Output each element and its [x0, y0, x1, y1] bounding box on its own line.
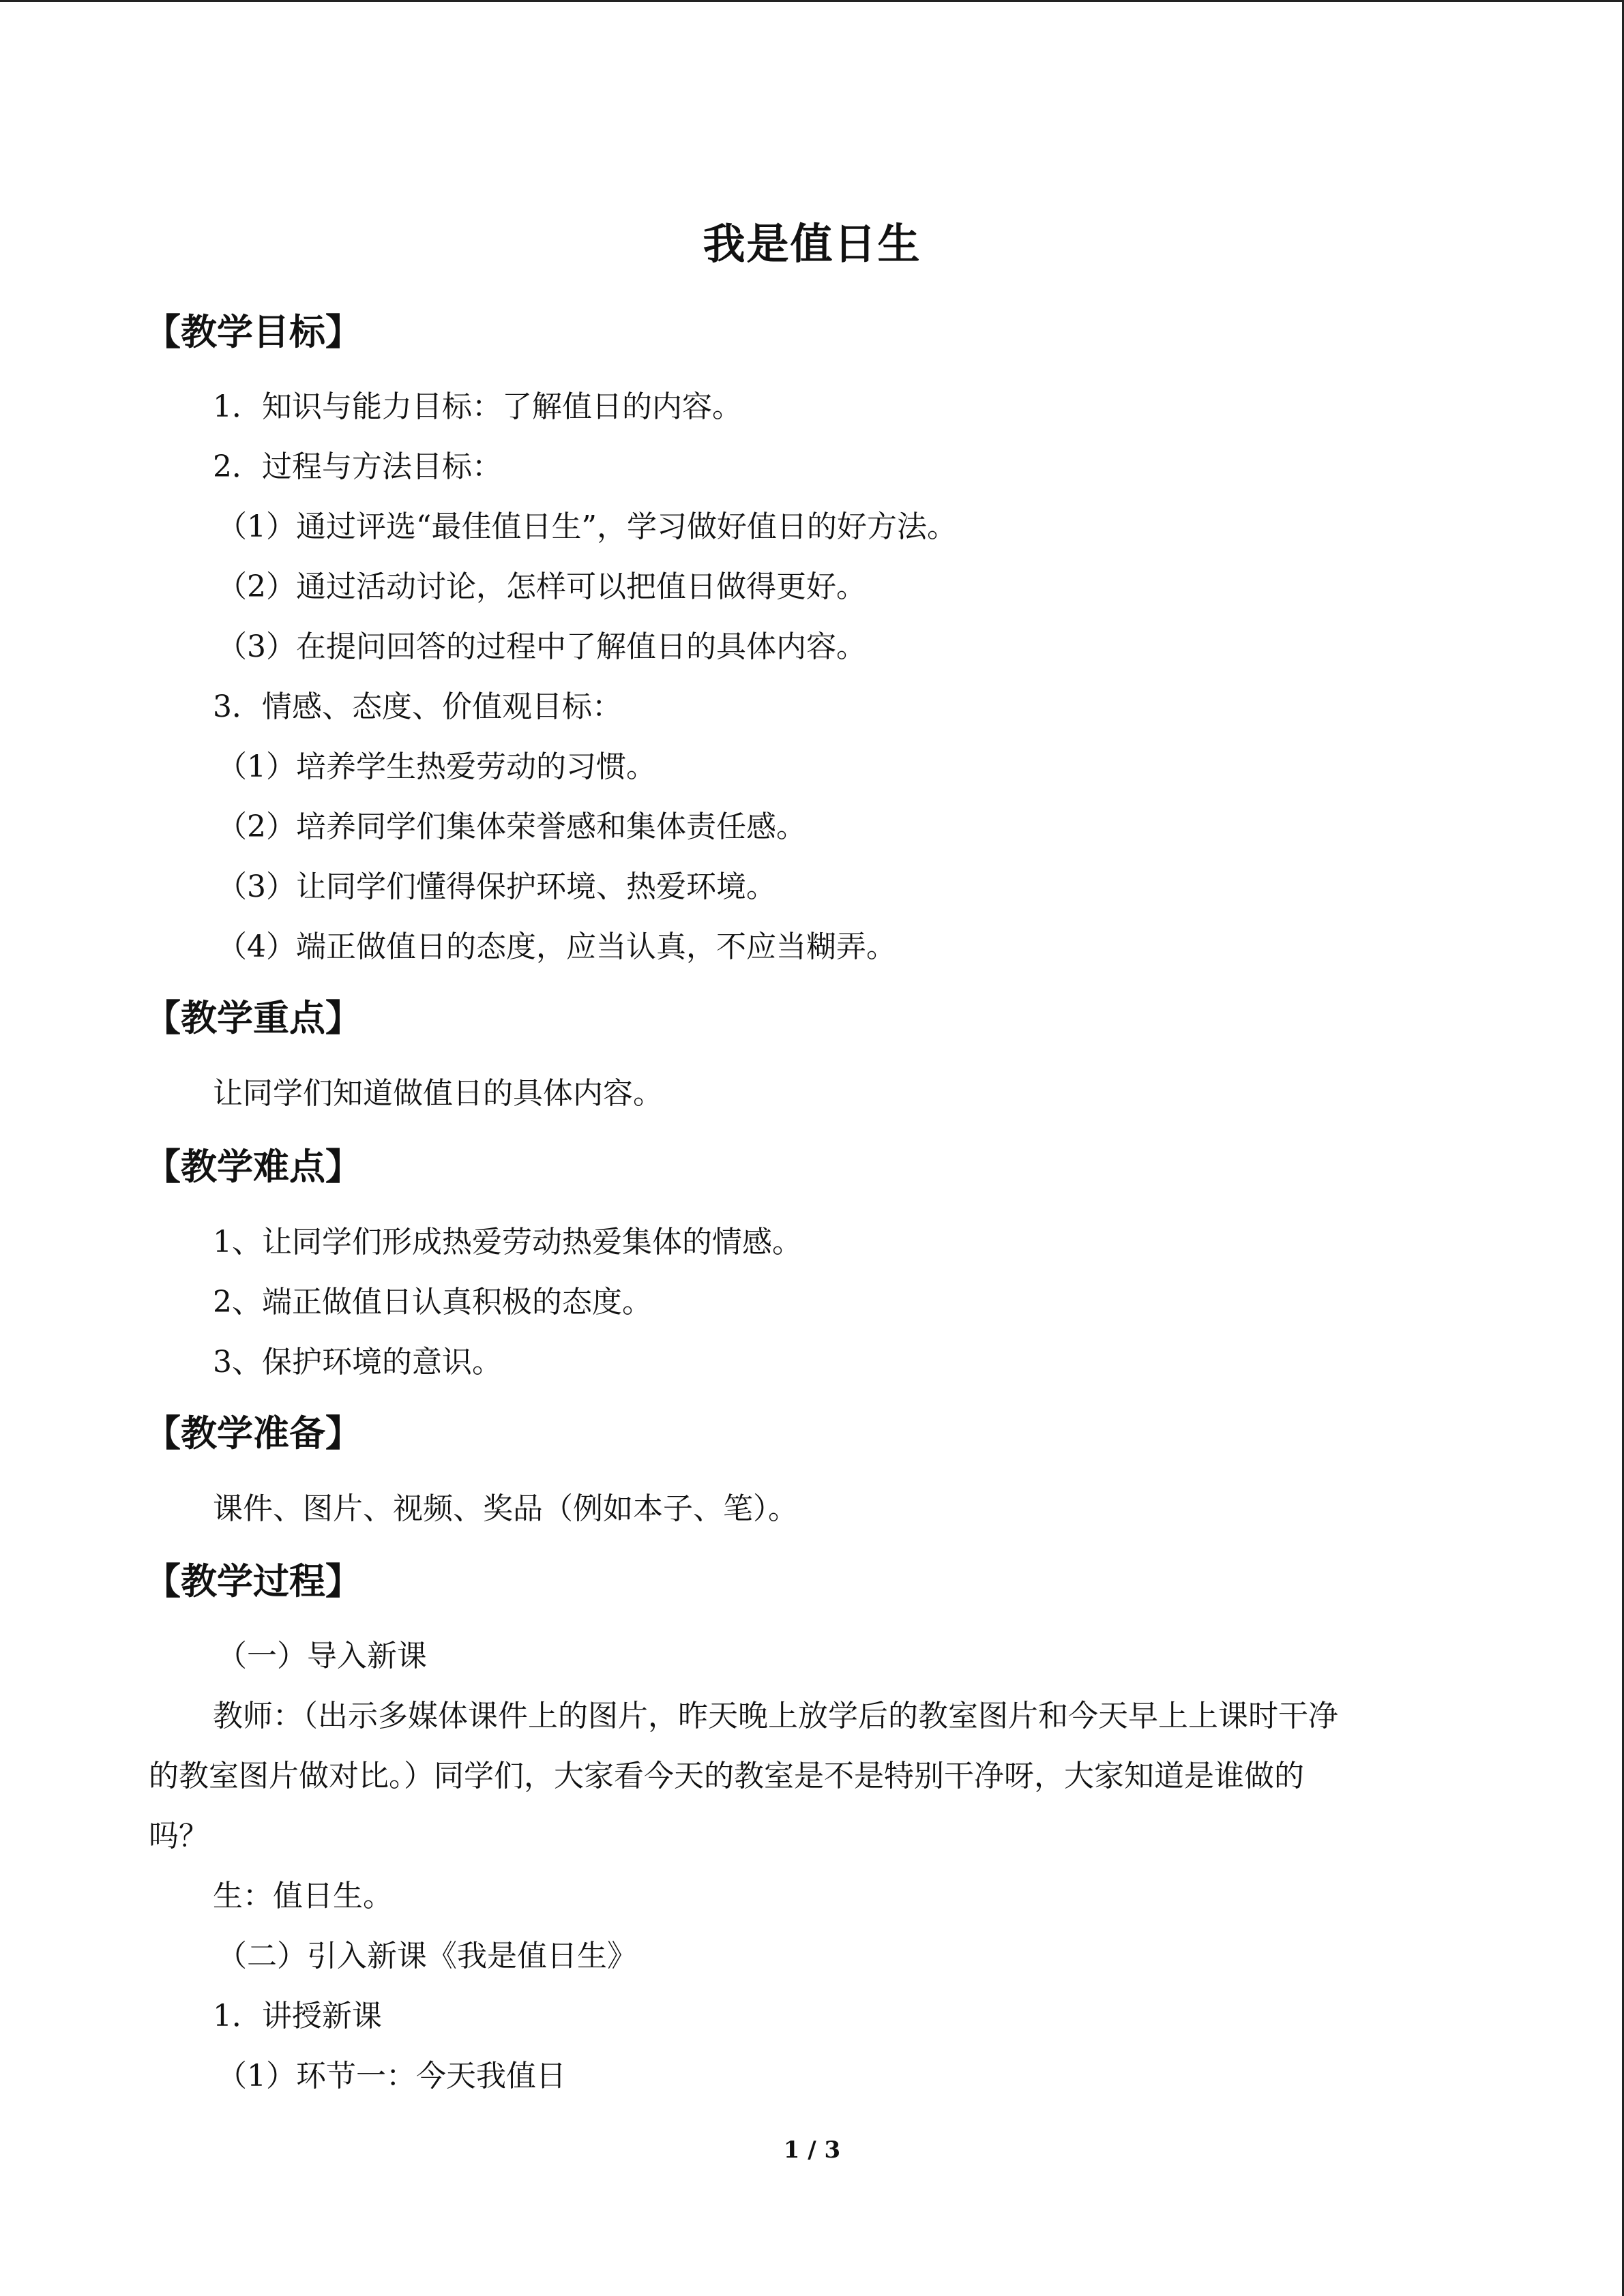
- heading-objectives: 【教学目标】: [145, 312, 361, 353]
- process-line-3: 的教室图片做对比。）同学们，大家看今天的教室是不是特别干净呀，大家知道是谁做的: [149, 1759, 1304, 1793]
- process-line-8: （1）环节一：今天我值日: [217, 2059, 566, 2093]
- process-line-7: 1．讲授新课: [213, 1999, 382, 2033]
- difficulty-line-2: 2、端正做值日认真积极的态度。: [213, 1285, 652, 1320]
- process-line-1: （一）导入新课: [217, 1639, 427, 1673]
- heading-key-points: 【教学重点】: [145, 998, 361, 1039]
- objective-line-10: （4）端正做值日的态度，应当认真，不应当糊弄。: [217, 929, 896, 964]
- objective-line-7: （1）培养学生热爱劳动的习惯。: [217, 749, 656, 784]
- document-title: 我是值日生: [703, 219, 921, 269]
- process-line-5: 生：值日生。: [213, 1879, 393, 1913]
- objective-line-2: 2．过程与方法目标：: [213, 449, 502, 484]
- heading-difficulties: 【教学难点】: [145, 1146, 361, 1188]
- process-line-6: （二）引入新课《我是值日生》: [217, 1939, 637, 1973]
- difficulty-line-1: 1、让同学们形成热爱劳动热爱集体的情感。: [213, 1225, 802, 1259]
- process-line-4: 吗？: [149, 1819, 209, 1853]
- heading-process: 【教学过程】: [145, 1561, 361, 1602]
- objective-line-1: 1．知识与能力目标：了解值日的内容。: [213, 389, 742, 424]
- preparation-line-1: 课件、图片、视频、奖品（例如本子、笔）。: [213, 1491, 798, 1526]
- objective-line-8: （2）培养同学们集体荣誉感和集体责任感。: [217, 809, 806, 844]
- objective-line-3: （1）通过评选“最佳值日生”，学习做好值日的好方法。: [217, 509, 957, 544]
- page-number: 1 / 3: [783, 2136, 841, 2164]
- objective-line-9: （3）让同学们懂得保护环境、热爱环境。: [217, 869, 776, 904]
- heading-preparation: 【教学准备】: [145, 1413, 361, 1455]
- objective-line-4: （2）通过活动讨论，怎样可以把值日做得更好。: [217, 569, 866, 604]
- objective-line-5: （3）在提问回答的过程中了解值日的具体内容。: [217, 629, 866, 664]
- key-point-line-1: 让同学们知道做值日的具体内容。: [213, 1076, 663, 1111]
- process-line-2: 教师：（出示多媒体课件上的图片，昨天晚上放学后的教室图片和今天早上上课时干净: [213, 1699, 1338, 1733]
- difficulty-line-3: 3、保护环境的意识。: [213, 1345, 502, 1380]
- objective-line-6: 3．情感、态度、价值观目标：: [213, 689, 622, 724]
